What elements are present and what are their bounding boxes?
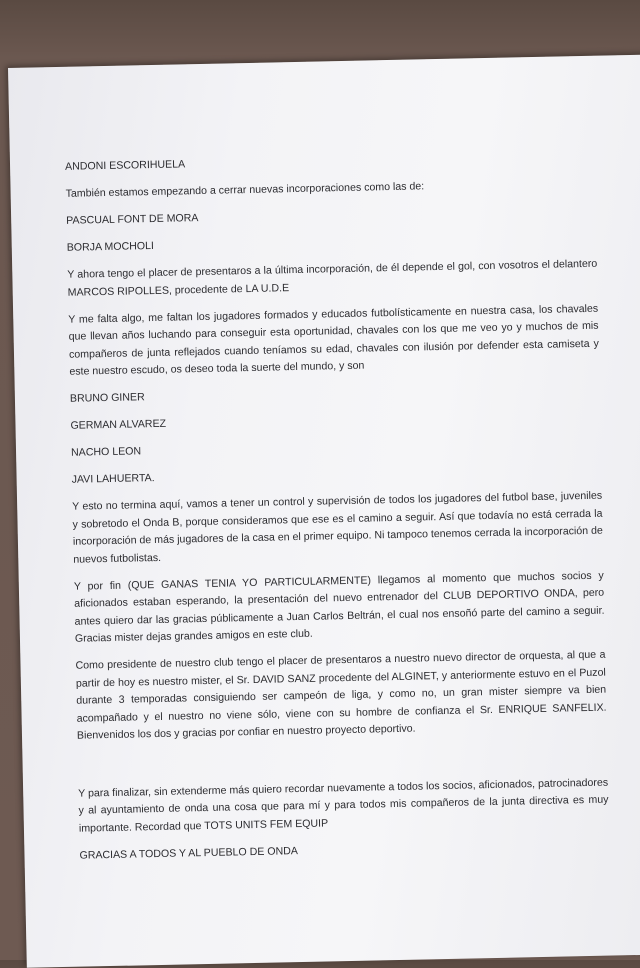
name-borja-mocholi: BORJA MOCHOLI <box>66 239 155 254</box>
paragraph-youth-supervision: Y esto no termina aquí, vamos a tener un control y supervisión de todos los jugadores del futbol base, juveniles y sobretodo el Onda B, porque consideramos que ese es el camino a seguir. Así que todavía no está cerrada la incorporación de más jugadores de la casa en el primer equipo. Ni tampoco tenemos cerrada la incorporación de nuevos futbolistas. <box>72 489 603 566</box>
paragraph-president-presentation: Como presidente de nuestro club tengo el placer de presentaros a nuestro nuevo director de orquesta, al que a partir de hoy es nuestro mister, el Sr. DAVID SANZ procedente del ALGINET, y anteriormente estuvo en el Puzol durante 3 temporadas consiguiendo ser campeón de liga, y como no, un gran mister siempre va bien acompañado y el nuestro no viene sólo, viene con su hombre de confianza el Sr. ENRIQUE SANFELIX. Bienvenidos los dos y gracias por confiar en nuestro proyecto deportivo. <box>75 648 607 742</box>
paper-sheet <box>8 55 640 968</box>
paragraph-new-coach-intro: Y por fin (QUE GANAS TENIA YO PARTICULARMENTE) llegamos al momento que muchos socios y aficionados estaban esperando, la presentación del nuevo entrenador del CLUB DEPORTIVO ONDA, pero antes quiero dar las gracias públicamente a Juan Carlos Beltrán, el cual nos ensoñó parte del camino a seguir. Gracias mister dejas grandes amigos en este club. <box>73 569 605 645</box>
name-nacho-leon: NACHO LEON <box>70 445 142 459</box>
name-andoni-escorihuela: ANDONI ESCORIHUELA <box>64 158 186 173</box>
name-german-alvarez: GERMAN ALVAREZ <box>70 417 167 432</box>
paragraph-home-grown-players: Y me falta algo, me faltan los jugadores formados y educados futbolísticamente en nuestra casa, los chavales que llevan años luchando para conseguir esta oportunidad, chavales con los que me veo yo y muchos de mis compañeros de junta reflejados cuando teníamos su edad, chavales con ilusión por defender esta camiseta y este nuestro escudo, os deseo toda la suerte del mundo, y son <box>68 302 600 378</box>
paragraph-latest-signing: Y ahora tengo el placer de presentaros a la última incorporación, de él depende el gol, con vosotros el delantero MARCOS RIPOLLES, procedente de LA U.D.E <box>67 257 598 299</box>
name-pascual-font-de-mora: PASCUAL FONT DE MORA <box>66 212 199 227</box>
document-body <box>65 148 610 874</box>
paragraph-closing: Y para finalizar, sin extenderme más quiero recordar nuevamente a todos los socios, aficionados, patrocinadores y al ayuntamiento de onda una cosa que para mí y para todos mis compañeros de la junta directiva es muy importante. Recordad que TOTS UNITS FEM EQUIP <box>78 776 609 835</box>
name-javi-lahuerta: JAVI LAHUERTA. <box>71 472 155 486</box>
name-bruno-giner: BRUNO GINER <box>69 391 145 405</box>
closing-thanks: GRACIAS A TODOS Y AL PUEBLO DE ONDA <box>79 844 299 862</box>
paragraph-new-signings-intro: También estamos empezando a cerrar nuevas incorporaciones como las de: <box>65 180 425 200</box>
